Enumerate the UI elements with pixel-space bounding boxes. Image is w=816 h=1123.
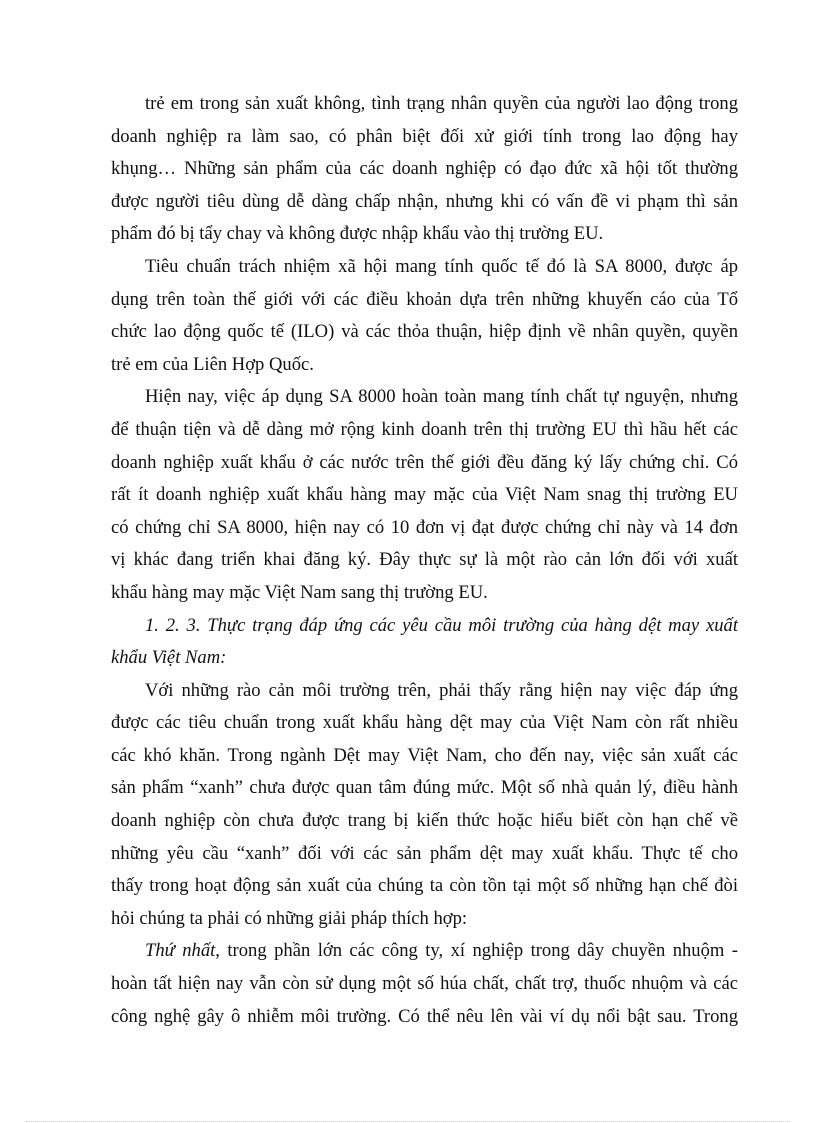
paragraph-1 bbox=[111, 88, 738, 251]
paragraph-5 bbox=[111, 935, 738, 1033]
text-line: để thuận tiện và dễ dàng mở rộng kinh doanh trên thị trường EU thì hầu hết các bbox=[111, 418, 738, 440]
paragraph-3 bbox=[111, 381, 738, 609]
text-line: Với những rào cản môi trường trên, phải thấy rằng hiện nay việc đáp ứng bbox=[145, 679, 738, 701]
line-text: , trong phần lớn các công ty, xí nghiệp trong dây chuyền nhuộm - bbox=[215, 940, 738, 962]
section-heading bbox=[111, 610, 738, 675]
text-line: rất ít doanh nghiệp xuất khẩu hàng may mặc của Việt Nam snag thị trường EU bbox=[111, 484, 738, 506]
heading-line: khẩu Việt Nam: bbox=[111, 647, 227, 669]
heading-line: 1. 2. 3. Thực trạng đáp ứng các yêu cầu môi trường của hàng dệt may xuất bbox=[145, 614, 738, 636]
paragraph-2 bbox=[111, 251, 738, 381]
text-line: khụng… Những sản phẩm của các doanh nghiệp có đạo đức xã hội tốt thường bbox=[111, 158, 738, 180]
text-line: doanh nghiệp ra làm sao, có phân biệt đối xử giới tính trong lao động hay bbox=[111, 125, 738, 147]
text-line bbox=[145, 935, 738, 968]
emphasis-text: Thứ nhất bbox=[145, 940, 216, 962]
text-line: dụng trên toàn thế giới với các điều khoản dựa trên những khuyến cáo của Tổ bbox=[111, 288, 738, 310]
text-line: khẩu hàng may mặc Việt Nam sang thị trường EU. bbox=[111, 581, 488, 603]
text-line: Tiêu chuẩn trách nhiệm xã hội mang tính quốc tế đó là SA 8000, được áp bbox=[145, 255, 738, 277]
text-line: sản phẩm “xanh” chưa được quan tâm đúng mức. Một số nhà quản lý, điều hành bbox=[111, 777, 738, 799]
paragraph-4 bbox=[111, 675, 738, 936]
text-line: vị khác đang triển khai đăng ký. Đây thực sự là một rào cản lớn đối với xuất bbox=[111, 549, 738, 571]
text-line: các khó khăn. Trong ngành Dệt may Việt Nam, cho đến nay, việc sản xuất các bbox=[111, 744, 738, 766]
text-line: công nghệ gây ô nhiễm môi trường. Có thể nêu lên vài ví dụ nổi bật sau. Trong bbox=[111, 1005, 738, 1027]
text-line: thấy trong hoạt động sản xuất của chúng ta còn tồn tại một số những hạn chế đòi bbox=[111, 875, 738, 897]
text-line: Hiện nay, việc áp dụng SA 8000 hoàn toàn mang tính chất tự nguyện, nhưng bbox=[145, 386, 738, 408]
text-line: được các tiêu chuẩn trong xuất khẩu hàng dệt may của Việt Nam còn rất nhiều bbox=[111, 712, 738, 734]
text-line: trẻ em trong sản xuất không, tình trạng nhân quyền của người lao động trong bbox=[145, 93, 738, 114]
text-line: doanh nghiệp còn chưa được trang bị kiến thức hoặc hiểu biết còn hạn chế về bbox=[111, 810, 738, 832]
text-line: chức lao động quốc tế (ILO) và các thỏa thuận, hiệp định về nhân quyền, quyền bbox=[111, 321, 738, 343]
text-line: có chứng chỉ SA 8000, hiện nay có 10 đơn vị đạt được chứng chỉ này và 14 đơn bbox=[111, 516, 738, 538]
text-line: những yêu cầu “xanh” đối với các sản phẩm dệt may xuất khẩu. Thực tế cho bbox=[111, 842, 738, 864]
text-line: phẩm đó bị tẩy chay và không được nhập khẩu vào thị trường EU. bbox=[111, 223, 604, 245]
text-line: được người tiêu dùng dễ dàng chấp nhận, nhưng khi có vấn đề vi phạm thì sản bbox=[111, 190, 738, 212]
text-line: doanh nghiệp xuất khẩu ở các nước trên thế giới đều đăng ký lấy chứng chỉ. Có bbox=[111, 451, 738, 473]
text-line: hỏi chúng ta phải có những giải pháp thích hợp: bbox=[111, 907, 468, 929]
page-bottom-border bbox=[26, 1121, 790, 1122]
document-body bbox=[111, 88, 738, 1033]
text-line: trẻ em của Liên Hợp Quốc. bbox=[111, 353, 314, 375]
text-line: hoàn tất hiện nay vẫn còn sử dụng một số húa chất, chất trợ, thuốc nhuộm và các bbox=[111, 973, 738, 995]
